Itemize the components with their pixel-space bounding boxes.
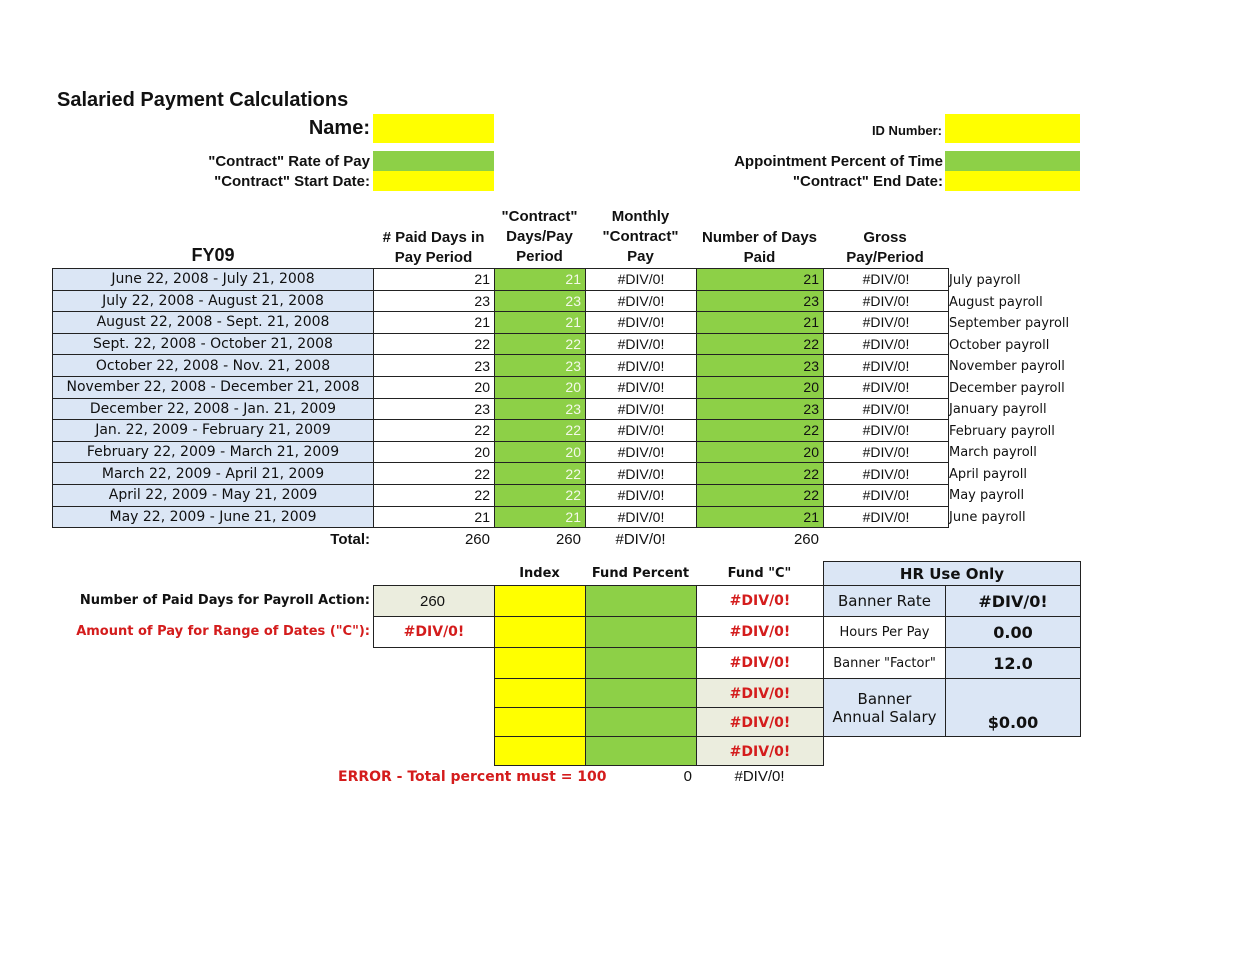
gross-pay-cell[interactable]: #DIV/0! [824,463,949,485]
index-header: Index [519,566,560,581]
end-date-input[interactable] [945,171,1080,191]
days-paid-cell[interactable]: 23 [697,355,824,377]
payroll-month-label: February payroll [949,423,1055,439]
payroll-month-label: September payroll [949,316,1070,331]
payroll-month-label: January payroll [949,402,1047,417]
paid-days-cell[interactable]: 23 [374,398,495,420]
gross-pay-cell[interactable]: #DIV/0! [824,312,949,334]
page-title: Salaried Payment Calculations [57,89,349,111]
contract-days-cell[interactable]: 23 [495,355,586,377]
days-paid-cell[interactable]: 21 [697,506,824,528]
fund-c-value: #DIV/0! [696,585,824,617]
gross-pay-cell[interactable]: #DIV/0! [824,484,949,506]
index-input[interactable] [494,678,586,708]
start-date-label: "Contract" Start Date: [214,173,370,190]
period-cell[interactable]: April 22, 2009 - May 21, 2009 [53,484,374,506]
gross-pay-cell[interactable]: #DIV/0! [824,290,949,312]
total-days-paid: 260 [793,531,819,548]
fund-c-value: #DIV/0! [696,707,824,737]
monthly-pay-cell[interactable]: #DIV/0! [586,463,697,485]
id-number-label: ID Number: [871,123,942,138]
days-paid-cell[interactable]: 22 [697,463,824,485]
contract-days-cell[interactable]: 22 [495,463,586,485]
gross-pay-cell[interactable]: #DIV/0! [824,398,949,420]
period-cell[interactable]: July 22, 2008 - August 21, 2008 [53,290,374,312]
error-message: ERROR - Total percent must = 100 [338,769,607,785]
index-input[interactable] [494,736,586,766]
days-paid-cell[interactable]: 23 [697,398,824,420]
gross-pay-cell[interactable]: #DIV/0! [824,355,949,377]
contract-days-cell[interactable]: 22 [495,333,586,355]
monthly-pay-cell[interactable]: #DIV/0! [586,420,697,442]
days-paid-cell[interactable]: 21 [697,269,824,291]
table-row [53,269,949,291]
appointment-percent-input[interactable] [945,151,1080,171]
amount-of-pay-label: Amount of Pay for Range of Dates ("C"): [76,624,370,639]
monthly-pay-cell[interactable]: #DIV/0! [586,290,697,312]
fund-percent-input[interactable] [585,707,697,737]
table-row [53,506,949,528]
gross-pay-cell[interactable]: #DIV/0! [824,269,949,291]
hours-per-pay-value: 0.00 [945,616,1081,648]
paid-days-cell[interactable]: 21 [374,312,495,334]
paid-days-cell[interactable]: 23 [374,355,495,377]
index-input[interactable] [494,585,586,617]
banner-factor-value: 12.0 [945,647,1081,679]
period-cell[interactable]: Sept. 22, 2008 - October 21, 2008 [53,333,374,355]
monthly-pay-cell[interactable]: #DIV/0! [586,269,697,291]
payroll-month-label: December payroll [949,380,1065,396]
rate-of-pay-label: "Contract" Rate of Pay [208,153,370,170]
fund-c-value: #DIV/0! [696,736,824,766]
monthly-pay-header: Monthly "Contract" Pay [602,208,679,265]
monthly-pay-cell[interactable]: #DIV/0! [586,484,697,506]
gross-pay-cell[interactable]: #DIV/0! [824,376,949,398]
payroll-month-label: August payroll [949,294,1043,310]
fund-percent-input[interactable] [585,736,697,766]
index-input[interactable] [494,616,586,648]
paid-days-cell[interactable]: 20 [374,441,495,463]
paid-days-action-label: Number of Paid Days for Payroll Action: [79,593,370,608]
fund-percent-input[interactable] [585,678,697,708]
table-row [53,398,949,420]
paid-days-cell[interactable]: 20 [374,376,495,398]
gross-pay-cell[interactable]: #DIV/0! [824,506,949,528]
payroll-month-label: March payroll [949,445,1037,460]
period-cell[interactable]: June 22, 2008 - July 21, 2008 [53,269,374,291]
fiscal-year-header: FY09 [191,245,235,265]
contract-days-cell[interactable]: 21 [495,269,586,291]
payroll-month-label: April payroll [949,466,1027,482]
paid-days-cell[interactable]: 21 [374,269,495,291]
days-paid-cell[interactable]: 20 [697,376,824,398]
paid-days-cell[interactable]: 22 [374,333,495,355]
days-paid-cell[interactable]: 20 [697,441,824,463]
days-paid-cell[interactable]: 23 [697,290,824,312]
gross-pay-cell[interactable]: #DIV/0! [824,441,949,463]
pay-period-table [52,268,949,528]
table-row [53,420,949,442]
banner-factor-label: Banner "Factor" [823,647,946,679]
monthly-pay-cell[interactable]: #DIV/0! [586,312,697,334]
table-row [53,441,949,463]
monthly-pay-cell[interactable]: #DIV/0! [586,333,697,355]
period-cell[interactable]: February 22, 2009 - March 21, 2009 [53,441,374,463]
period-cell[interactable]: October 22, 2008 - Nov. 21, 2008 [53,355,374,377]
table-row [53,312,949,334]
appointment-percent-label: Appointment Percent of Time [734,153,943,170]
total-monthly-pay: #DIV/0! [615,531,666,548]
fund-c-total: #DIV/0! [734,768,785,785]
monthly-pay-cell[interactable]: #DIV/0! [586,441,697,463]
table-row [53,290,949,312]
period-cell[interactable]: August 22, 2008 - Sept. 21, 2008 [53,312,374,334]
gross-pay-cell[interactable]: #DIV/0! [824,420,949,442]
total-label: Total: [330,531,370,548]
paid-days-action-value: 260 [373,585,495,617]
index-input[interactable] [494,707,586,737]
period-cell[interactable]: Jan. 22, 2009 - February 21, 2009 [53,420,374,442]
contract-days-cell[interactable]: 20 [495,441,586,463]
monthly-pay-cell[interactable]: #DIV/0! [586,506,697,528]
fund-c-header: Fund "C" [727,566,792,581]
days-paid-cell[interactable]: 22 [697,484,824,506]
contract-days-cell[interactable]: 21 [495,312,586,334]
rate-of-pay-input[interactable] [373,151,494,171]
payroll-month-label: June payroll [949,509,1026,525]
index-input[interactable] [494,647,586,679]
end-date-label: "Contract" End Date: [792,173,943,190]
annual-salary-value: $0.00 [945,678,1081,737]
table-row [53,463,949,485]
name-input[interactable] [373,114,494,143]
banner-rate-label: Banner Rate [823,585,946,617]
days-paid-cell[interactable]: 22 [697,420,824,442]
payroll-month-label: May payroll [949,488,1025,503]
fund-c-value: #DIV/0! [696,678,824,708]
fund-percent-input[interactable] [585,616,697,648]
table-row [53,355,949,377]
total-paid-days: 260 [464,531,490,548]
monthly-pay-cell[interactable]: #DIV/0! [586,355,697,377]
gross-pay-header: Gross Pay/Period [846,229,924,266]
period-cell[interactable]: December 22, 2008 - Jan. 21, 2009 [53,398,374,420]
days-paid-cell[interactable]: 21 [697,312,824,334]
fund-c-value: #DIV/0! [696,616,824,648]
table-row [53,333,949,355]
paid-days-header: # Paid Days in Pay Period [382,229,485,266]
banner-rate-value: #DIV/0! [945,585,1081,617]
contract-days-cell[interactable]: 20 [495,376,586,398]
period-cell[interactable]: March 22, 2009 - April 21, 2009 [53,463,374,485]
fund-c-value: #DIV/0! [696,647,824,679]
contract-days-cell[interactable]: 22 [495,420,586,442]
contract-days-cell[interactable]: 23 [495,398,586,420]
fund-percent-input[interactable] [585,585,697,617]
fund-percent-total: 0 [683,768,692,785]
paid-days-cell[interactable]: 22 [374,420,495,442]
hours-per-pay-label: Hours Per Pay [823,616,946,648]
contract-days-cell[interactable]: 21 [495,506,586,528]
paid-days-cell[interactable]: 22 [374,463,495,485]
hr-use-only-title: HR Use Only [823,561,1081,586]
monthly-pay-cell[interactable]: #DIV/0! [586,376,697,398]
contract-days-cell[interactable]: 23 [495,290,586,312]
period-cell[interactable]: May 22, 2009 - June 21, 2009 [53,506,374,528]
contract-days-header: "Contract" Days/Pay Period [501,208,578,265]
name-label: Name: [308,117,370,139]
paid-days-cell[interactable]: 21 [374,506,495,528]
fund-percent-header: Fund Percent [591,566,690,581]
annual-salary-label: Banner Annual Salary [823,678,946,737]
start-date-input[interactable] [373,171,494,191]
paid-days-cell[interactable]: 22 [374,484,495,506]
payroll-month-label: November payroll [949,359,1065,374]
table-row [53,376,949,398]
payroll-month-label: July payroll [949,273,1021,288]
days-paid-header: Number of Days Paid [701,229,818,266]
days-paid-cell[interactable]: 22 [697,333,824,355]
paid-days-cell[interactable]: 23 [374,290,495,312]
table-row [53,484,949,506]
fund-percent-input[interactable] [585,647,697,679]
id-number-input[interactable] [945,114,1080,143]
payroll-month-label: October payroll [949,337,1050,353]
contract-days-cell[interactable]: 22 [495,484,586,506]
gross-pay-cell[interactable]: #DIV/0! [824,333,949,355]
monthly-pay-cell[interactable]: #DIV/0! [586,398,697,420]
total-contract-days: 260 [555,531,581,548]
amount-of-pay-value: #DIV/0! [373,616,495,648]
period-cell[interactable]: November 22, 2008 - December 21, 2008 [53,376,374,398]
